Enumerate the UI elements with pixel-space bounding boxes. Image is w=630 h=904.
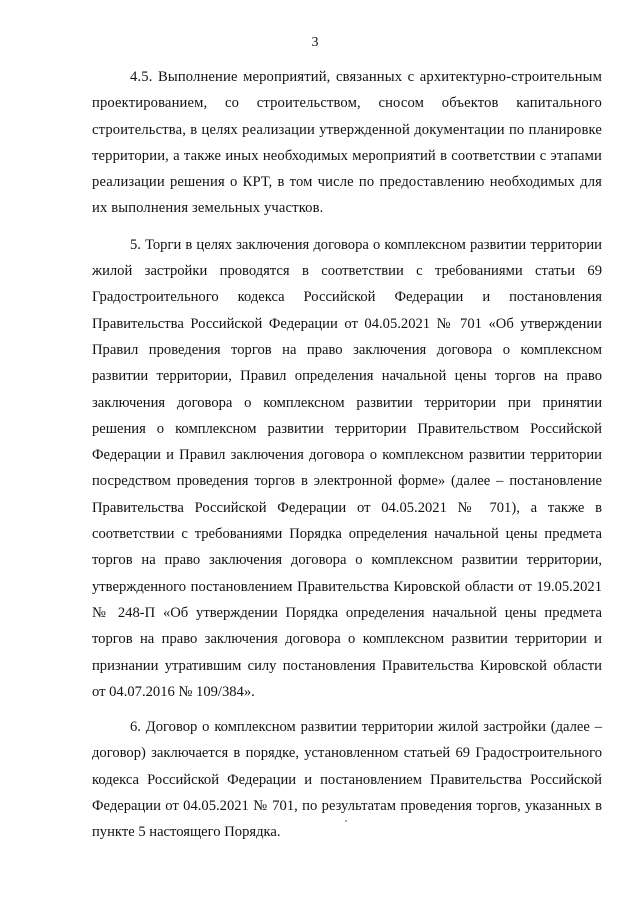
page-number: 3 [311, 35, 319, 50]
paragraph-6: 6. Договор о комплексном развитии территории жилой застройки (далее – договор) заключается в порядке, установленном статьей 69 Градостроительного кодекса Российской Федерации и постановлением Правительства Российской Федерации от 04.05.2021 № 701, по результатам проведения торгов, указанных в пункте 5 настоящего Порядка. [92, 719, 602, 841]
paragraph-4-5: 4.5. Выполнение мероприятий, связанных с архитектурно-строительным проектированием, со строительством, сносом объектов капитального строительства, в целях реализации утвержденной документации по планировке территории, а также иных необходимых мероприятий в соответствии с этапами реализации решения о КРТ, в том числе по предоставлению необходимых для их выполнения земельных участков. [92, 69, 602, 217]
paragraph-5: 5. Торги в целях заключения договора о комплексном развитии территории жилой застройки проводятся в соответствии с требованиями статьи 69 Градостроительного кодекса Российской Федерации и постановления Правительства Российской Федерации от 04.05.2021 № 701 «Об утверждении Правил проведения торгов на право заключения договора о комплексном развитии территории, Правил определения начальной цены торгов на право заключения договора о комплексном развитии территории при принятии решения о комплексном развитии территории Правительством Российской Федерации и Правил заключения договора о комплексном развитии территории посредством проведения торгов в электронной форме» (далее – постановление Правительства Российской Федерации от 04.05.2021 № 701), а также в соответствии с требованиями Порядка определения начальной цены предмета торгов на право заключения договора о комплексном развитии территории, утвержденного постановлением Правительства Кировской области от 19.05.2021 № 248-П «Об утверждении Порядка определения начальной цены предмета торгов на право заключения договора о комплексном развитии территории и признании утратившим силу постановления Правительства Кировской области от 04.07.2016 № 109/384». [92, 236, 602, 700]
scan-speck [345, 820, 347, 822]
document-body [92, 64, 602, 846]
